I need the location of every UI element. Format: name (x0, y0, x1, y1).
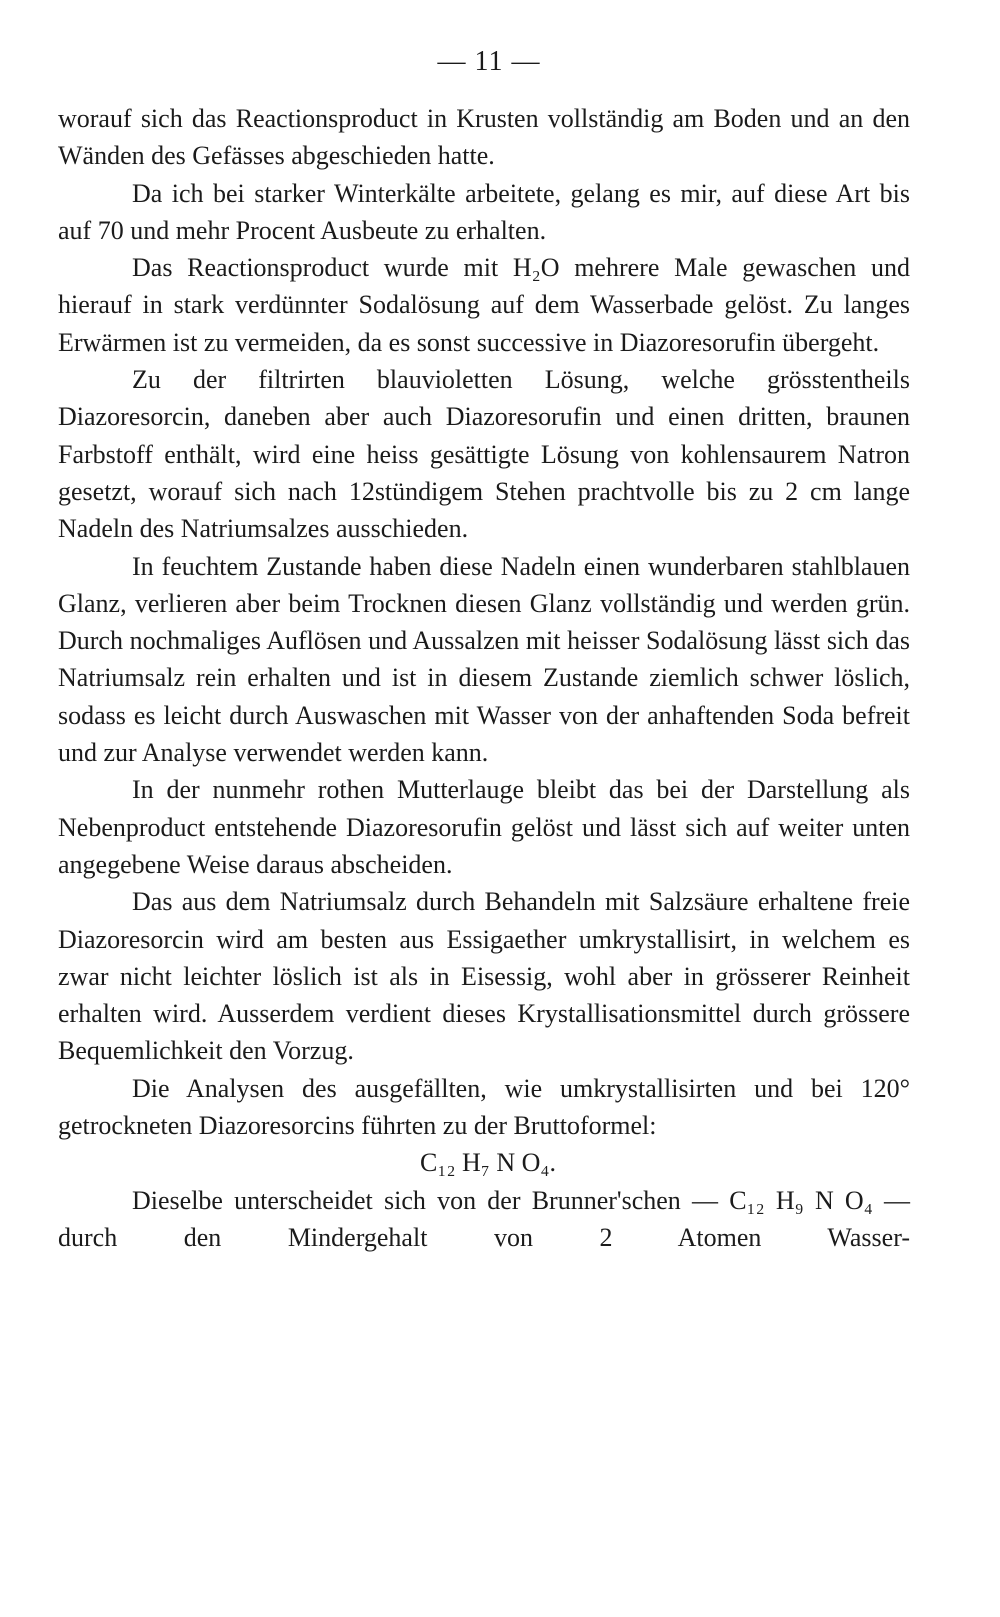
page-number: — 11 — (437, 46, 541, 77)
body-text (58, 100, 910, 1256)
paragraph-mutterlauge: In der nunmehr rothen Mutterlauge bleibt das bei der Darstellung als Nebenproduct entstehende Diazoresorufin gelöst und lässt sich auf weiter unten angegebene Weise daraus abscheiden. (58, 775, 910, 879)
paragraph-filtrirte-loesung: Zu der filtrirten blauvioletten Lösung, welche grösstentheils Diazoresorcin, daneben aber auch Diazoresorufin und einen dritten, braunen Farbstoff enthält, wird eine heiss gesättigte Lösung von kohlensaurem Natron gesetzt, worauf sich nach 12stündigem Stehen prachtvolle bis zu 2 cm lange Nadeln des Natriumsalzes ausschieden. (58, 365, 910, 544)
paragraph-dieselbe: Dieselbe unterscheidet sich von der Brunner'schen — C₁₂ H₉ N O₄ — durch den Mindergehalt von 2 Atomen Wasser- (58, 1185, 910, 1252)
paragraph-continuation: worauf sich das Reactionsproduct in Krusten vollständig am Boden und an den Wänden des Gefässes abgeschieden hatte. (58, 104, 910, 171)
paragraph-winterkaelte: Da ich bei starker Winterkälte arbeitete, gelang es mir, auf diese Art bis auf 70 und mehr Procent Ausbeute zu erhalten. (58, 178, 910, 245)
chemical-formula: C₁₂ H₇ N O₄. (420, 1148, 556, 1178)
paragraph-natriumsalz: Das aus dem Natriumsalz durch Behandeln mit Salzsäure erhaltene freie Diazoresorcin wird am besten aus Essigaether umkrystallisirt, in welchem es zwar nicht leichter löslich ist als in Eisessig, wohl aber in grösserer Reinheit erhalten wird. Ausserdem verdient dieses Krystallisationsmittel durch grössere Bequemlichkeit den Vorzug. (58, 887, 910, 1066)
paragraph-reactionsproduct: Das Reactionsproduct wurde mit H₂O mehrere Male gewaschen und hierauf in stark verdünnter Sodalösung auf dem Wasserbade gelöst. Zu langes Erwärmen ist zu vermeiden, da es sonst successive in Diazoresorufin übergeht. (58, 253, 910, 357)
paragraph-feuchter-zustand: In feuchtem Zustande haben diese Nadeln einen wunderbaren stahlblauen Glanz, verlieren aber beim Trocknen diesen Glanz vollständig und werden grün. Durch nochmaliges Auflösen und Aussalzen mit heisser Sodalösung lässt sich das Natriumsalz rein erhalten und ist in diesem Zustande ziemlich schwer löslich, sodass es leicht durch Auswaschen mit Wasser von der anhaftenden Soda befreit und zur Analyse verwendet werden kann. (58, 551, 910, 768)
paragraph-analysen: Die Analysen des ausgefällten, wie umkrystallisirten und bei 120° getrockneten Diazoresorcins führten zu der Bruttoformel: (58, 1073, 910, 1141)
document-page (58, 40, 910, 1256)
